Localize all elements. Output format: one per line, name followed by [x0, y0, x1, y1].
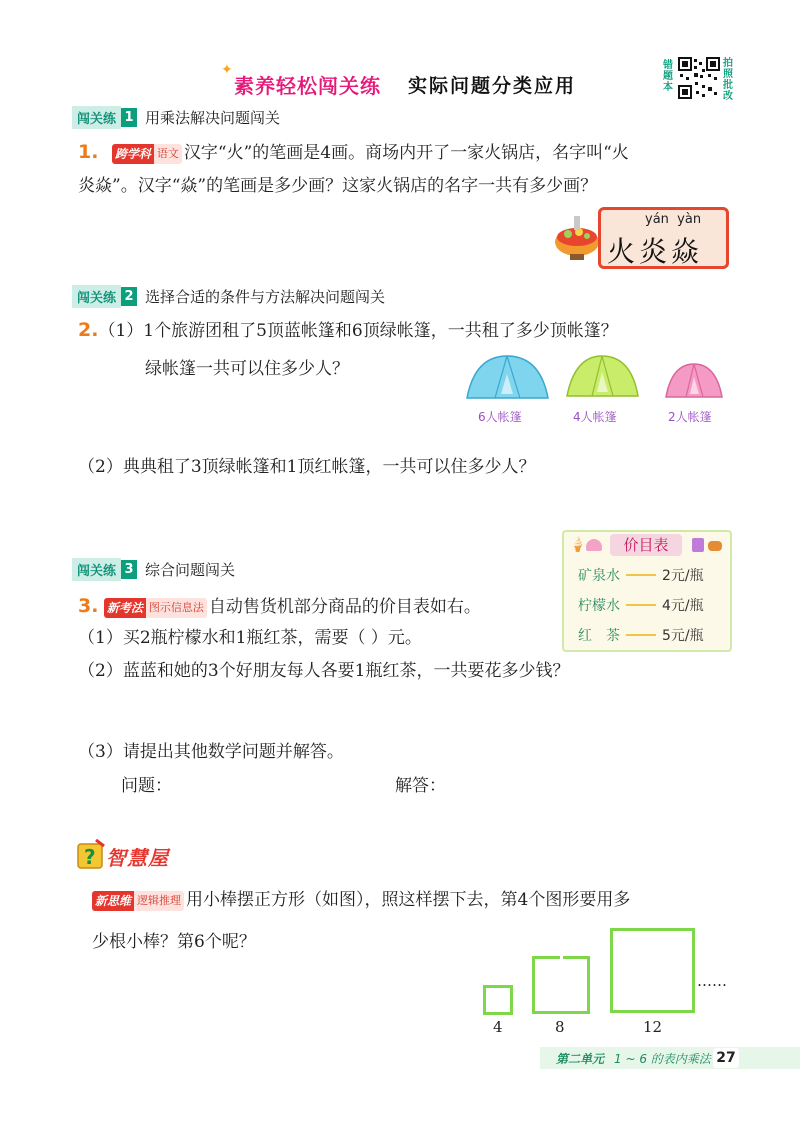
question-number: 3. [78, 595, 99, 617]
sign-text: 火炎焱 [607, 235, 704, 268]
section-title: 综合问题闯关 [145, 560, 236, 579]
ellipsis: …… [697, 972, 727, 990]
drink-icon [692, 538, 704, 552]
question-2-line-2: 绿帐篷一共可以住多少人？ [145, 359, 349, 379]
price-item: 矿泉水 [578, 568, 620, 584]
page-title-left: 素养轻松闯关练 [234, 74, 381, 98]
section-1-header [72, 106, 280, 128]
section-2-header [72, 285, 385, 307]
price-value: 4元/瓶 [662, 598, 704, 614]
question-text: 用小棒摆正方形（如图），照这样摆下去，第4个图形要用多 [186, 890, 631, 910]
section-title: 用乘法解决问题闯关 [145, 108, 281, 127]
svg-text:?: ? [84, 845, 96, 869]
section-title: 选择合适的条件与方法解决问题闯关 [145, 287, 386, 306]
shop-sign [598, 207, 729, 269]
title-star-icon: ✦ [221, 62, 233, 78]
section-tag: 闯关练 [72, 106, 121, 129]
error-book-label: 错题本 [663, 60, 673, 93]
hotpot-icon [552, 212, 602, 264]
question-1-line-1 [78, 140, 629, 165]
footer-topic: 1 ~ 6 的表内乘法 [614, 1052, 711, 1066]
answer-label: 解答： [395, 776, 446, 796]
square-count: 4 [493, 1018, 503, 1036]
wisdom-line-2: 少根小棒？第6个呢？ [92, 932, 256, 952]
price-item: 红 茶 [578, 628, 620, 644]
question-box-icon [76, 838, 106, 870]
page-title-right: 实际问题分类应用 [408, 75, 577, 97]
question-3-part-1: （1）买2瓶柠檬水和1瓶红茶，需要（ ）元。 [78, 628, 422, 648]
tent-label: 4人帐篷 [573, 410, 617, 424]
section-3-header [72, 558, 235, 580]
wisdom-line-1 [92, 888, 630, 912]
pot-icon [708, 541, 722, 551]
price-table-title: 价目表 [610, 534, 682, 556]
new-exam-badge: 新考法 图示信息法 [104, 598, 207, 618]
stick-square-3 [610, 928, 695, 1013]
question-1-line-2: 炎焱”。汉字“焱”的笔画是多少画？这家火锅店的名字一共有多少画？ [78, 176, 598, 196]
price-table [562, 530, 732, 652]
price-row [578, 625, 704, 645]
question-text: 自动售货机部分商品的价目表如右。 [208, 597, 481, 617]
tent-label: 6人帐篷 [478, 410, 522, 424]
tent-blue [465, 352, 550, 402]
question-number: 2. [78, 319, 99, 341]
price-value: 5元/瓶 [662, 628, 704, 644]
tent-pink [664, 360, 724, 400]
section-number: 2 [121, 287, 137, 306]
question-label: 问题： [121, 776, 172, 796]
tent-green [565, 352, 640, 400]
sign-pinyin: yán yàn [645, 212, 702, 227]
section-tag: 闯关练 [72, 285, 121, 308]
price-row [578, 595, 704, 615]
wisdom-title: 智慧屋 [106, 846, 169, 870]
square-count: 12 [643, 1018, 663, 1036]
page-number: 27 [713, 1048, 739, 1068]
section-number: 3 [121, 560, 137, 579]
photo-correct-label: 拍照批改 [723, 58, 733, 102]
new-thinking-badge: 新思维 逻辑推理 [92, 891, 184, 911]
stick-square-2 [532, 956, 590, 1014]
price-item: 柠檬水 [578, 598, 620, 614]
question-3-part-3: （3）请提出其他数学问题并解答。 [78, 742, 344, 762]
tent-label: 2人帐篷 [668, 410, 712, 424]
icecream-icon: 🍦 [569, 537, 587, 553]
question-text: （1）1个旅游团租了5顶蓝帐篷和6顶绿帐篷，一共租了多少顶帐篷？ [98, 321, 618, 341]
question-3-intro [78, 594, 481, 619]
question-2-part-2: （2）典典租了3顶绿帐篷和1顶红帐篷，一共可以住多少人？ [78, 457, 536, 477]
question-text: 汉字“火”的笔画是4画。商场内开了一家火锅店，名字叫“火 [183, 143, 629, 163]
price-value: 2元/瓶 [662, 568, 704, 584]
question-number: 1. [78, 141, 99, 163]
price-row [578, 565, 704, 585]
question-2-line-1 [78, 318, 618, 343]
stick-square-1 [483, 985, 513, 1015]
question-3-part-2: （2）蓝蓝和她的3个好朋友每人各要1瓶红茶，一共要花多少钱？ [78, 661, 570, 681]
qr-code-icon[interactable] [678, 57, 720, 99]
section-number: 1 [121, 108, 137, 127]
square-count: 8 [555, 1018, 565, 1036]
section-tag: 闯关练 [72, 558, 121, 581]
cake-icon [586, 539, 602, 551]
footer-unit: 第二单元 [556, 1052, 605, 1066]
cross-subject-badge: 跨学科 语文 [112, 144, 182, 164]
